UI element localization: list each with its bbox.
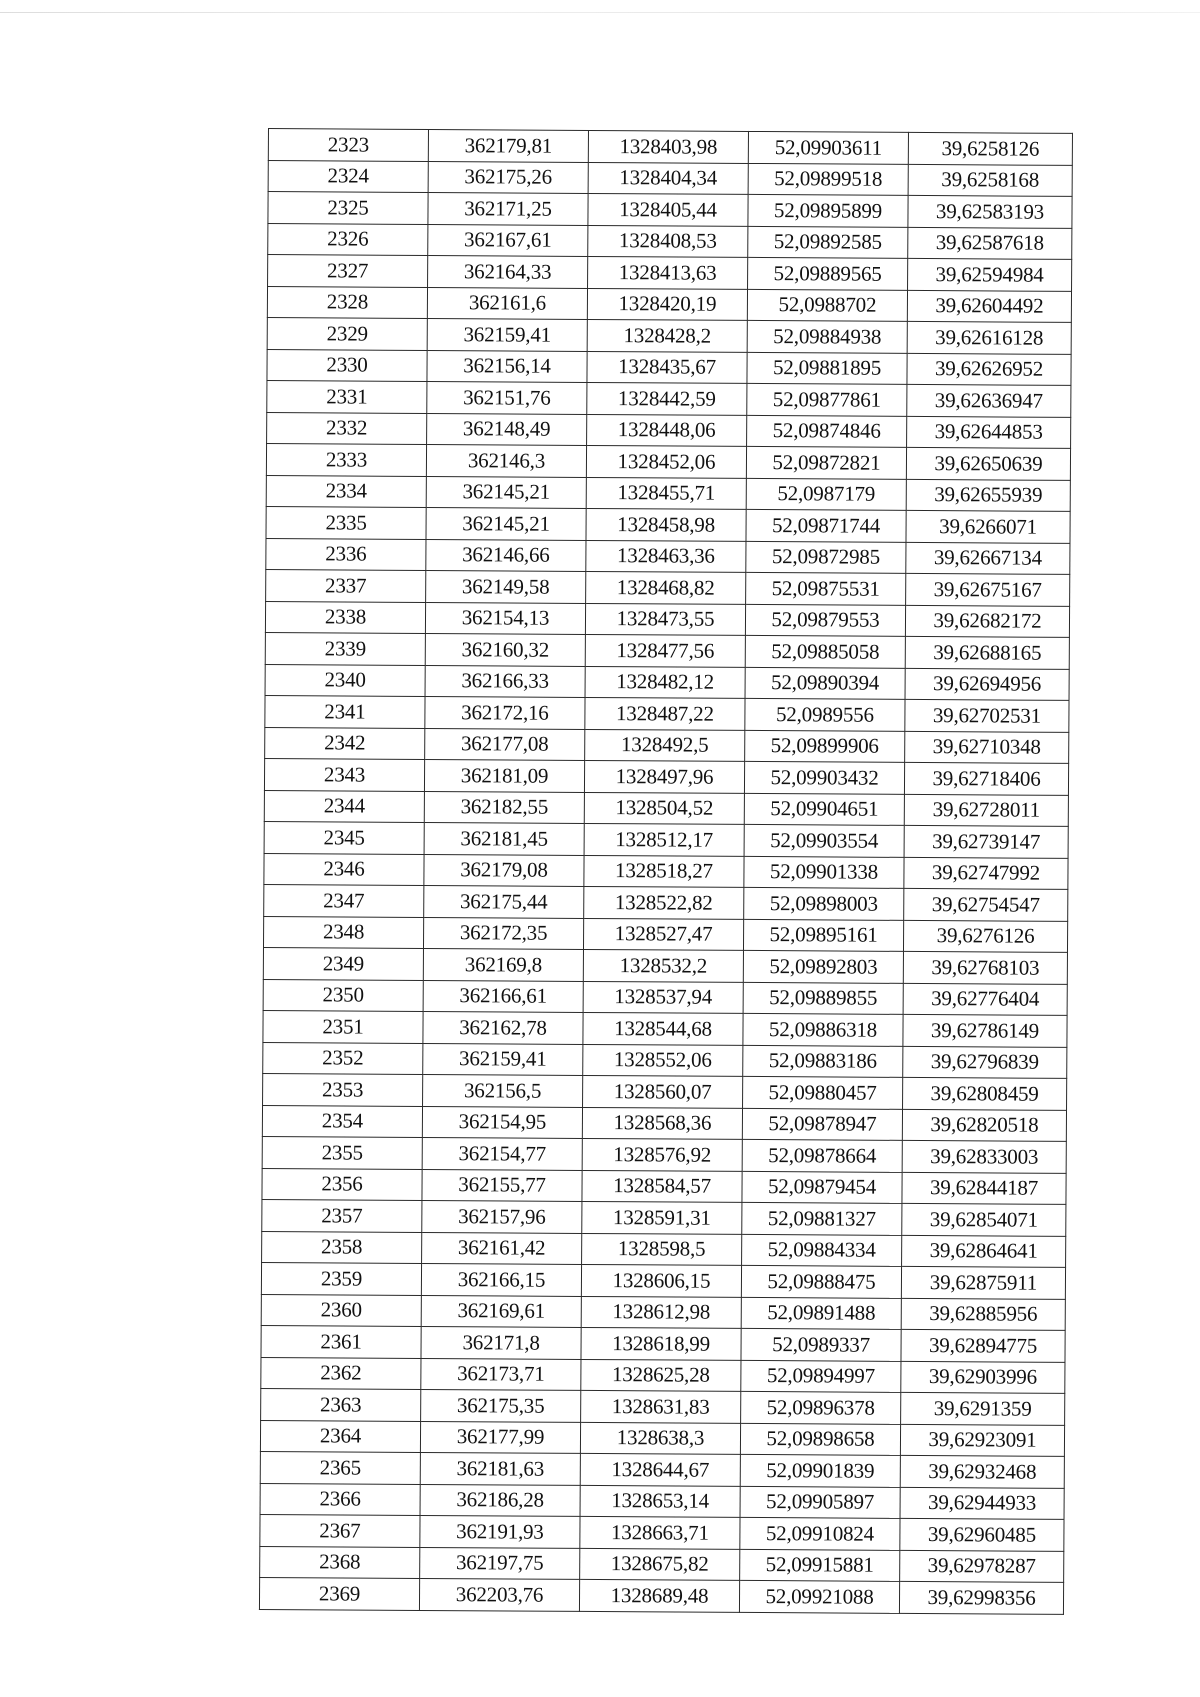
- y-coordinate-cell: 1328428,2: [587, 319, 747, 351]
- x-coordinate-cell: 362161,42: [422, 1232, 582, 1264]
- x-coordinate-cell: 362154,77: [422, 1137, 582, 1169]
- x-coordinate-cell: 362156,14: [427, 350, 587, 382]
- longitude-cell: 39,62903996: [901, 1361, 1065, 1394]
- y-coordinate-cell: 1328560,07: [583, 1075, 743, 1107]
- latitude-cell: 52,09889855: [743, 982, 903, 1014]
- table-row: [262, 1231, 1066, 1267]
- point-number-cell: 2359: [261, 1262, 421, 1294]
- latitude-cell: 52,09874846: [747, 415, 907, 447]
- table-row: [263, 916, 1067, 952]
- y-coordinate-cell: 1328435,67: [587, 351, 747, 383]
- longitude-cell: 39,62960485: [900, 1518, 1064, 1551]
- point-number-cell: 2350: [263, 979, 423, 1011]
- longitude-cell: 39,62854071: [902, 1203, 1066, 1236]
- longitude-cell: 39,62594984: [908, 258, 1072, 291]
- y-coordinate-cell: 1328522,82: [584, 886, 744, 918]
- latitude-cell: 52,09892803: [743, 950, 903, 982]
- point-number-cell: 2326: [268, 223, 428, 255]
- longitude-cell: 39,62702531: [905, 699, 1069, 732]
- x-coordinate-cell: 362179,81: [428, 129, 588, 161]
- latitude-cell: 52,09875531: [746, 572, 906, 604]
- table-row: [268, 129, 1072, 165]
- x-coordinate-cell: 362162,78: [423, 1011, 583, 1043]
- longitude-cell: 39,62583193: [908, 195, 1072, 228]
- longitude-cell: 39,62776404: [903, 983, 1067, 1016]
- latitude-cell: 52,09878947: [742, 1108, 902, 1140]
- longitude-cell: 39,62626952: [907, 353, 1071, 386]
- x-coordinate-cell: 362177,99: [420, 1421, 580, 1453]
- point-number-cell: 2366: [260, 1483, 420, 1515]
- y-coordinate-cell: 1328420,19: [587, 288, 747, 320]
- longitude-cell: 39,62739147: [904, 825, 1068, 858]
- table-row: [261, 1262, 1065, 1298]
- latitude-cell: 52,09881327: [742, 1202, 902, 1234]
- point-number-cell: 2328: [267, 286, 427, 318]
- y-coordinate-cell: 1328598,5: [582, 1233, 742, 1265]
- longitude-cell: 39,62604492: [907, 290, 1071, 323]
- point-number-cell: 2333: [266, 443, 426, 475]
- table-row: [263, 1042, 1067, 1078]
- x-coordinate-cell: 362175,26: [428, 161, 588, 193]
- point-number-cell: 2362: [261, 1357, 421, 1389]
- latitude-cell: 52,09895161: [743, 919, 903, 951]
- latitude-cell: 52,09910824: [740, 1517, 900, 1549]
- point-number-cell: 2327: [268, 255, 428, 287]
- point-number-cell: 2355: [262, 1136, 422, 1168]
- longitude-cell: 39,62923091: [900, 1424, 1064, 1457]
- point-number-cell: 2357: [262, 1199, 422, 1231]
- longitude-cell: 39,62710348: [905, 731, 1069, 764]
- point-number-cell: 2341: [265, 695, 425, 727]
- y-coordinate-cell: 1328532,2: [583, 949, 743, 981]
- table-row: [260, 1451, 1064, 1487]
- x-coordinate-cell: 362159,41: [427, 318, 587, 350]
- y-coordinate-cell: 1328527,47: [583, 918, 743, 950]
- x-coordinate-cell: 362148,49: [427, 413, 587, 445]
- latitude-cell: 52,09903432: [744, 761, 904, 793]
- longitude-cell: 39,62650639: [906, 447, 1070, 480]
- y-coordinate-cell: 1328689,48: [579, 1579, 739, 1611]
- point-number-cell: 2354: [262, 1105, 422, 1137]
- table-row: [261, 1357, 1065, 1393]
- x-coordinate-cell: 362181,09: [424, 759, 584, 791]
- table-row: [267, 412, 1071, 448]
- table-row: [266, 506, 1070, 542]
- longitude-cell: 39,62833003: [902, 1140, 1066, 1173]
- point-number-cell: 2329: [267, 317, 427, 349]
- longitude-cell: 39,6258168: [908, 164, 1072, 197]
- point-number-cell: 2342: [265, 727, 425, 759]
- point-number-cell: 2338: [265, 601, 425, 633]
- latitude-cell: 52,09891488: [741, 1297, 901, 1329]
- y-coordinate-cell: 1328591,31: [582, 1201, 742, 1233]
- latitude-cell: 52,09888475: [741, 1265, 901, 1297]
- latitude-cell: 52,09889565: [748, 257, 908, 289]
- table-row: [266, 443, 1070, 479]
- point-number-cell: 2335: [266, 506, 426, 538]
- latitude-cell: 52,09899906: [745, 730, 905, 762]
- latitude-cell: 52,09886318: [743, 1013, 903, 1045]
- latitude-cell: 52,09921088: [739, 1580, 899, 1612]
- longitude-cell: 39,62587618: [908, 227, 1072, 260]
- latitude-cell: 52,09903611: [748, 131, 908, 163]
- y-coordinate-cell: 1328455,71: [586, 477, 746, 509]
- latitude-cell: 52,09877861: [747, 383, 907, 415]
- longitude-cell: 39,62820518: [902, 1109, 1066, 1142]
- latitude-cell: 52,09899518: [748, 163, 908, 195]
- table-row: [267, 380, 1071, 416]
- point-number-cell: 2367: [260, 1514, 420, 1546]
- y-coordinate-cell: 1328408,53: [588, 225, 748, 257]
- x-coordinate-cell: 362166,15: [421, 1263, 581, 1295]
- table-row: [260, 1420, 1064, 1456]
- longitude-cell: 39,62768103: [903, 951, 1067, 984]
- point-number-cell: 2353: [263, 1073, 423, 1105]
- y-coordinate-cell: 1328473,55: [585, 603, 745, 635]
- point-number-cell: 2330: [267, 349, 427, 381]
- x-coordinate-cell: 362203,76: [419, 1578, 579, 1610]
- point-number-cell: 2346: [264, 853, 424, 885]
- longitude-cell: 39,62808459: [903, 1077, 1067, 1110]
- table-row: [267, 349, 1071, 385]
- table-row: [266, 475, 1070, 511]
- table-row: [265, 727, 1069, 763]
- longitude-cell: 39,6258126: [908, 132, 1072, 165]
- y-coordinate-cell: 1328625,28: [581, 1359, 741, 1391]
- latitude-cell: 52,09894997: [741, 1360, 901, 1392]
- coordinates-table-body: [259, 129, 1072, 1614]
- point-number-cell: 2358: [262, 1231, 422, 1263]
- point-number-cell: 2336: [266, 538, 426, 570]
- x-coordinate-cell: 362175,44: [424, 885, 584, 917]
- longitude-cell: 39,6291359: [901, 1392, 1065, 1425]
- table-row: [263, 1010, 1067, 1046]
- latitude-cell: 52,09898658: [740, 1423, 900, 1455]
- longitude-cell: 39,62894775: [901, 1329, 1065, 1362]
- latitude-cell: 52,09892585: [748, 226, 908, 258]
- latitude-cell: 52,0987179: [746, 478, 906, 510]
- latitude-cell: 52,09915881: [740, 1549, 900, 1581]
- x-coordinate-cell: 362156,5: [423, 1074, 583, 1106]
- x-coordinate-cell: 362145,21: [426, 476, 586, 508]
- table-row: [264, 821, 1068, 857]
- table-row: [268, 223, 1072, 259]
- y-coordinate-cell: 1328663,71: [580, 1516, 740, 1548]
- point-number-cell: 2345: [264, 821, 424, 853]
- y-coordinate-cell: 1328537,94: [583, 981, 743, 1013]
- longitude-cell: 39,62655939: [906, 479, 1070, 512]
- scan-edge-line: [0, 12, 1200, 13]
- latitude-cell: 52,09884334: [742, 1234, 902, 1266]
- table-row: [260, 1483, 1064, 1519]
- point-number-cell: 2332: [267, 412, 427, 444]
- x-coordinate-cell: 362151,76: [427, 381, 587, 413]
- y-coordinate-cell: 1328618,99: [581, 1327, 741, 1359]
- point-number-cell: 2363: [261, 1388, 421, 1420]
- point-number-cell: 2348: [263, 916, 423, 948]
- longitude-cell: 39,62747992: [904, 857, 1068, 890]
- longitude-cell: 39,62875911: [901, 1266, 1065, 1299]
- x-coordinate-cell: 362164,33: [428, 255, 588, 287]
- point-number-cell: 2334: [266, 475, 426, 507]
- point-number-cell: 2364: [260, 1420, 420, 1452]
- point-number-cell: 2347: [264, 884, 424, 916]
- longitude-cell: 39,62978287: [900, 1550, 1064, 1583]
- x-coordinate-cell: 362175,35: [421, 1389, 581, 1421]
- y-coordinate-cell: 1328463,36: [586, 540, 746, 572]
- x-coordinate-cell: 362191,93: [420, 1515, 580, 1547]
- table-row: [264, 853, 1068, 889]
- latitude-cell: 52,09890394: [745, 667, 905, 699]
- x-coordinate-cell: 362171,25: [428, 192, 588, 224]
- longitude-cell: 39,6276126: [903, 920, 1067, 953]
- latitude-cell: 52,09896378: [741, 1391, 901, 1423]
- x-coordinate-cell: 362171,8: [421, 1326, 581, 1358]
- latitude-cell: 52,09885058: [745, 635, 905, 667]
- y-coordinate-cell: 1328487,22: [585, 697, 745, 729]
- table-row: [268, 160, 1072, 196]
- y-coordinate-cell: 1328482,12: [585, 666, 745, 698]
- table-row: [264, 790, 1068, 826]
- longitude-cell: 39,62864641: [902, 1235, 1066, 1268]
- x-coordinate-cell: 362154,95: [422, 1106, 582, 1138]
- point-number-cell: 2344: [264, 790, 424, 822]
- x-coordinate-cell: 362166,33: [425, 665, 585, 697]
- longitude-cell: 39,62754547: [904, 888, 1068, 921]
- latitude-cell: 52,09879553: [745, 604, 905, 636]
- y-coordinate-cell: 1328477,56: [585, 634, 745, 666]
- longitude-cell: 39,6266071: [906, 510, 1070, 543]
- latitude-cell: 52,09872985: [746, 541, 906, 573]
- x-coordinate-cell: 362161,6: [427, 287, 587, 319]
- table-row: [265, 632, 1069, 668]
- table-row: [260, 1514, 1064, 1550]
- x-coordinate-cell: 362146,3: [426, 444, 586, 476]
- y-coordinate-cell: 1328653,14: [580, 1485, 740, 1517]
- x-coordinate-cell: 362167,61: [428, 224, 588, 256]
- table-row: [262, 1105, 1066, 1141]
- x-coordinate-cell: 362159,41: [423, 1043, 583, 1075]
- x-coordinate-cell: 362172,16: [425, 696, 585, 728]
- x-coordinate-cell: 362155,77: [422, 1169, 582, 1201]
- y-coordinate-cell: 1328612,98: [581, 1296, 741, 1328]
- y-coordinate-cell: 1328403,98: [588, 130, 748, 162]
- point-number-cell: 2365: [260, 1451, 420, 1483]
- longitude-cell: 39,62728011: [904, 794, 1068, 827]
- point-number-cell: 2339: [265, 632, 425, 664]
- x-coordinate-cell: 362197,75: [420, 1547, 580, 1579]
- latitude-cell: 52,09872821: [746, 446, 906, 478]
- latitude-cell: 52,09901839: [740, 1454, 900, 1486]
- table-row: [264, 884, 1068, 920]
- y-coordinate-cell: 1328675,82: [580, 1548, 740, 1580]
- longitude-cell: 39,62885956: [901, 1298, 1065, 1331]
- point-number-cell: 2368: [260, 1546, 420, 1578]
- x-coordinate-cell: 362181,63: [420, 1452, 580, 1484]
- y-coordinate-cell: 1328584,57: [582, 1170, 742, 1202]
- longitude-cell: 39,62667134: [906, 542, 1070, 575]
- y-coordinate-cell: 1328497,96: [584, 760, 744, 792]
- y-coordinate-cell: 1328448,06: [587, 414, 747, 446]
- latitude-cell: 52,09883186: [743, 1045, 903, 1077]
- table-row: [262, 1136, 1066, 1172]
- latitude-cell: 52,09903554: [744, 824, 904, 856]
- y-coordinate-cell: 1328552,06: [583, 1044, 743, 1076]
- longitude-cell: 39,62694956: [905, 668, 1069, 701]
- x-coordinate-cell: 362172,35: [423, 917, 583, 949]
- longitude-cell: 39,62616128: [907, 321, 1071, 354]
- longitude-cell: 39,62644853: [907, 416, 1071, 449]
- x-coordinate-cell: 362146,66: [426, 539, 586, 571]
- table-row: [259, 1577, 1063, 1613]
- point-number-cell: 2323: [268, 129, 428, 161]
- x-coordinate-cell: 362149,58: [426, 570, 586, 602]
- y-coordinate-cell: 1328504,52: [584, 792, 744, 824]
- table-row: [267, 286, 1071, 322]
- x-coordinate-cell: 362181,45: [424, 822, 584, 854]
- longitude-cell: 39,62932468: [900, 1455, 1064, 1488]
- latitude-cell: 52,09878664: [742, 1139, 902, 1171]
- table-row: [262, 1199, 1066, 1235]
- point-number-cell: 2340: [265, 664, 425, 696]
- x-coordinate-cell: 362169,61: [421, 1295, 581, 1327]
- latitude-cell: 52,0989337: [741, 1328, 901, 1360]
- longitude-cell: 39,62796839: [903, 1046, 1067, 1079]
- latitude-cell: 52,09871744: [746, 509, 906, 541]
- x-coordinate-cell: 362173,71: [421, 1358, 581, 1390]
- latitude-cell: 52,0989556: [745, 698, 905, 730]
- longitude-cell: 39,62998356: [899, 1581, 1063, 1614]
- latitude-cell: 52,09881895: [747, 352, 907, 384]
- table-row: [266, 569, 1070, 605]
- longitude-cell: 39,62688165: [905, 636, 1069, 669]
- x-coordinate-cell: 362166,61: [423, 980, 583, 1012]
- longitude-cell: 39,62718406: [904, 762, 1068, 795]
- y-coordinate-cell: 1328544,68: [583, 1012, 743, 1044]
- latitude-cell: 52,09895899: [748, 194, 908, 226]
- table-row: [264, 758, 1068, 794]
- y-coordinate-cell: 1328512,17: [584, 823, 744, 855]
- table-row: [265, 695, 1069, 731]
- longitude-cell: 39,62636947: [907, 384, 1071, 417]
- latitude-cell: 52,09880457: [743, 1076, 903, 1108]
- x-coordinate-cell: 362160,32: [425, 633, 585, 665]
- y-coordinate-cell: 1328442,59: [587, 382, 747, 414]
- x-coordinate-cell: 362182,55: [424, 791, 584, 823]
- point-number-cell: 2352: [263, 1042, 423, 1074]
- x-coordinate-cell: 362145,21: [426, 507, 586, 539]
- table-row: [268, 255, 1072, 291]
- point-number-cell: 2361: [261, 1325, 421, 1357]
- point-number-cell: 2369: [259, 1577, 419, 1609]
- x-coordinate-cell: 362186,28: [420, 1484, 580, 1516]
- latitude-cell: 52,09879454: [742, 1171, 902, 1203]
- longitude-cell: 39,62682172: [905, 605, 1069, 638]
- latitude-cell: 52,09898003: [744, 887, 904, 919]
- table-row: [265, 601, 1069, 637]
- table-row: [263, 1073, 1067, 1109]
- table-row: [261, 1388, 1065, 1424]
- table-row: [262, 1168, 1066, 1204]
- y-coordinate-cell: 1328458,98: [586, 508, 746, 540]
- point-number-cell: 2349: [263, 947, 423, 979]
- latitude-cell: 52,09905897: [740, 1486, 900, 1518]
- point-number-cell: 2324: [268, 160, 428, 192]
- table-row: [268, 192, 1072, 228]
- x-coordinate-cell: 362157,96: [422, 1200, 582, 1232]
- y-coordinate-cell: 1328606,15: [581, 1264, 741, 1296]
- longitude-cell: 39,62675167: [906, 573, 1070, 606]
- point-number-cell: 2360: [261, 1294, 421, 1326]
- table-row: [263, 979, 1067, 1015]
- point-number-cell: 2356: [262, 1168, 422, 1200]
- table-row: [261, 1294, 1065, 1330]
- point-number-cell: 2343: [264, 758, 424, 790]
- longitude-cell: 39,62944933: [900, 1487, 1064, 1520]
- y-coordinate-cell: 1328405,44: [588, 193, 748, 225]
- table-row: [265, 664, 1069, 700]
- longitude-cell: 39,62844187: [902, 1172, 1066, 1205]
- y-coordinate-cell: 1328644,67: [580, 1453, 740, 1485]
- latitude-cell: 52,09904651: [744, 793, 904, 825]
- y-coordinate-cell: 1328638,3: [580, 1422, 740, 1454]
- latitude-cell: 52,09901338: [744, 856, 904, 888]
- point-number-cell: 2331: [267, 380, 427, 412]
- latitude-cell: 52,0988702: [747, 289, 907, 321]
- y-coordinate-cell: 1328492,5: [585, 729, 745, 761]
- table-row: [260, 1546, 1064, 1582]
- table-row: [266, 538, 1070, 574]
- x-coordinate-cell: 362154,13: [425, 602, 585, 634]
- y-coordinate-cell: 1328468,82: [586, 571, 746, 603]
- coordinates-table: [259, 128, 1073, 1614]
- point-number-cell: 2337: [266, 569, 426, 601]
- latitude-cell: 52,09884938: [747, 320, 907, 352]
- y-coordinate-cell: 1328413,63: [588, 256, 748, 288]
- point-number-cell: 2325: [268, 192, 428, 224]
- y-coordinate-cell: 1328576,92: [582, 1138, 742, 1170]
- y-coordinate-cell: 1328631,83: [581, 1390, 741, 1422]
- x-coordinate-cell: 362179,08: [424, 854, 584, 886]
- y-coordinate-cell: 1328518,27: [584, 855, 744, 887]
- x-coordinate-cell: 362177,08: [425, 728, 585, 760]
- y-coordinate-cell: 1328568,36: [582, 1107, 742, 1139]
- longitude-cell: 39,62786149: [903, 1014, 1067, 1047]
- x-coordinate-cell: 362169,8: [423, 948, 583, 980]
- table-row: [261, 1325, 1065, 1361]
- point-number-cell: 2351: [263, 1010, 423, 1042]
- table-row: [267, 317, 1071, 353]
- y-coordinate-cell: 1328452,06: [586, 445, 746, 477]
- table-row: [263, 947, 1067, 983]
- y-coordinate-cell: 1328404,34: [588, 162, 748, 194]
